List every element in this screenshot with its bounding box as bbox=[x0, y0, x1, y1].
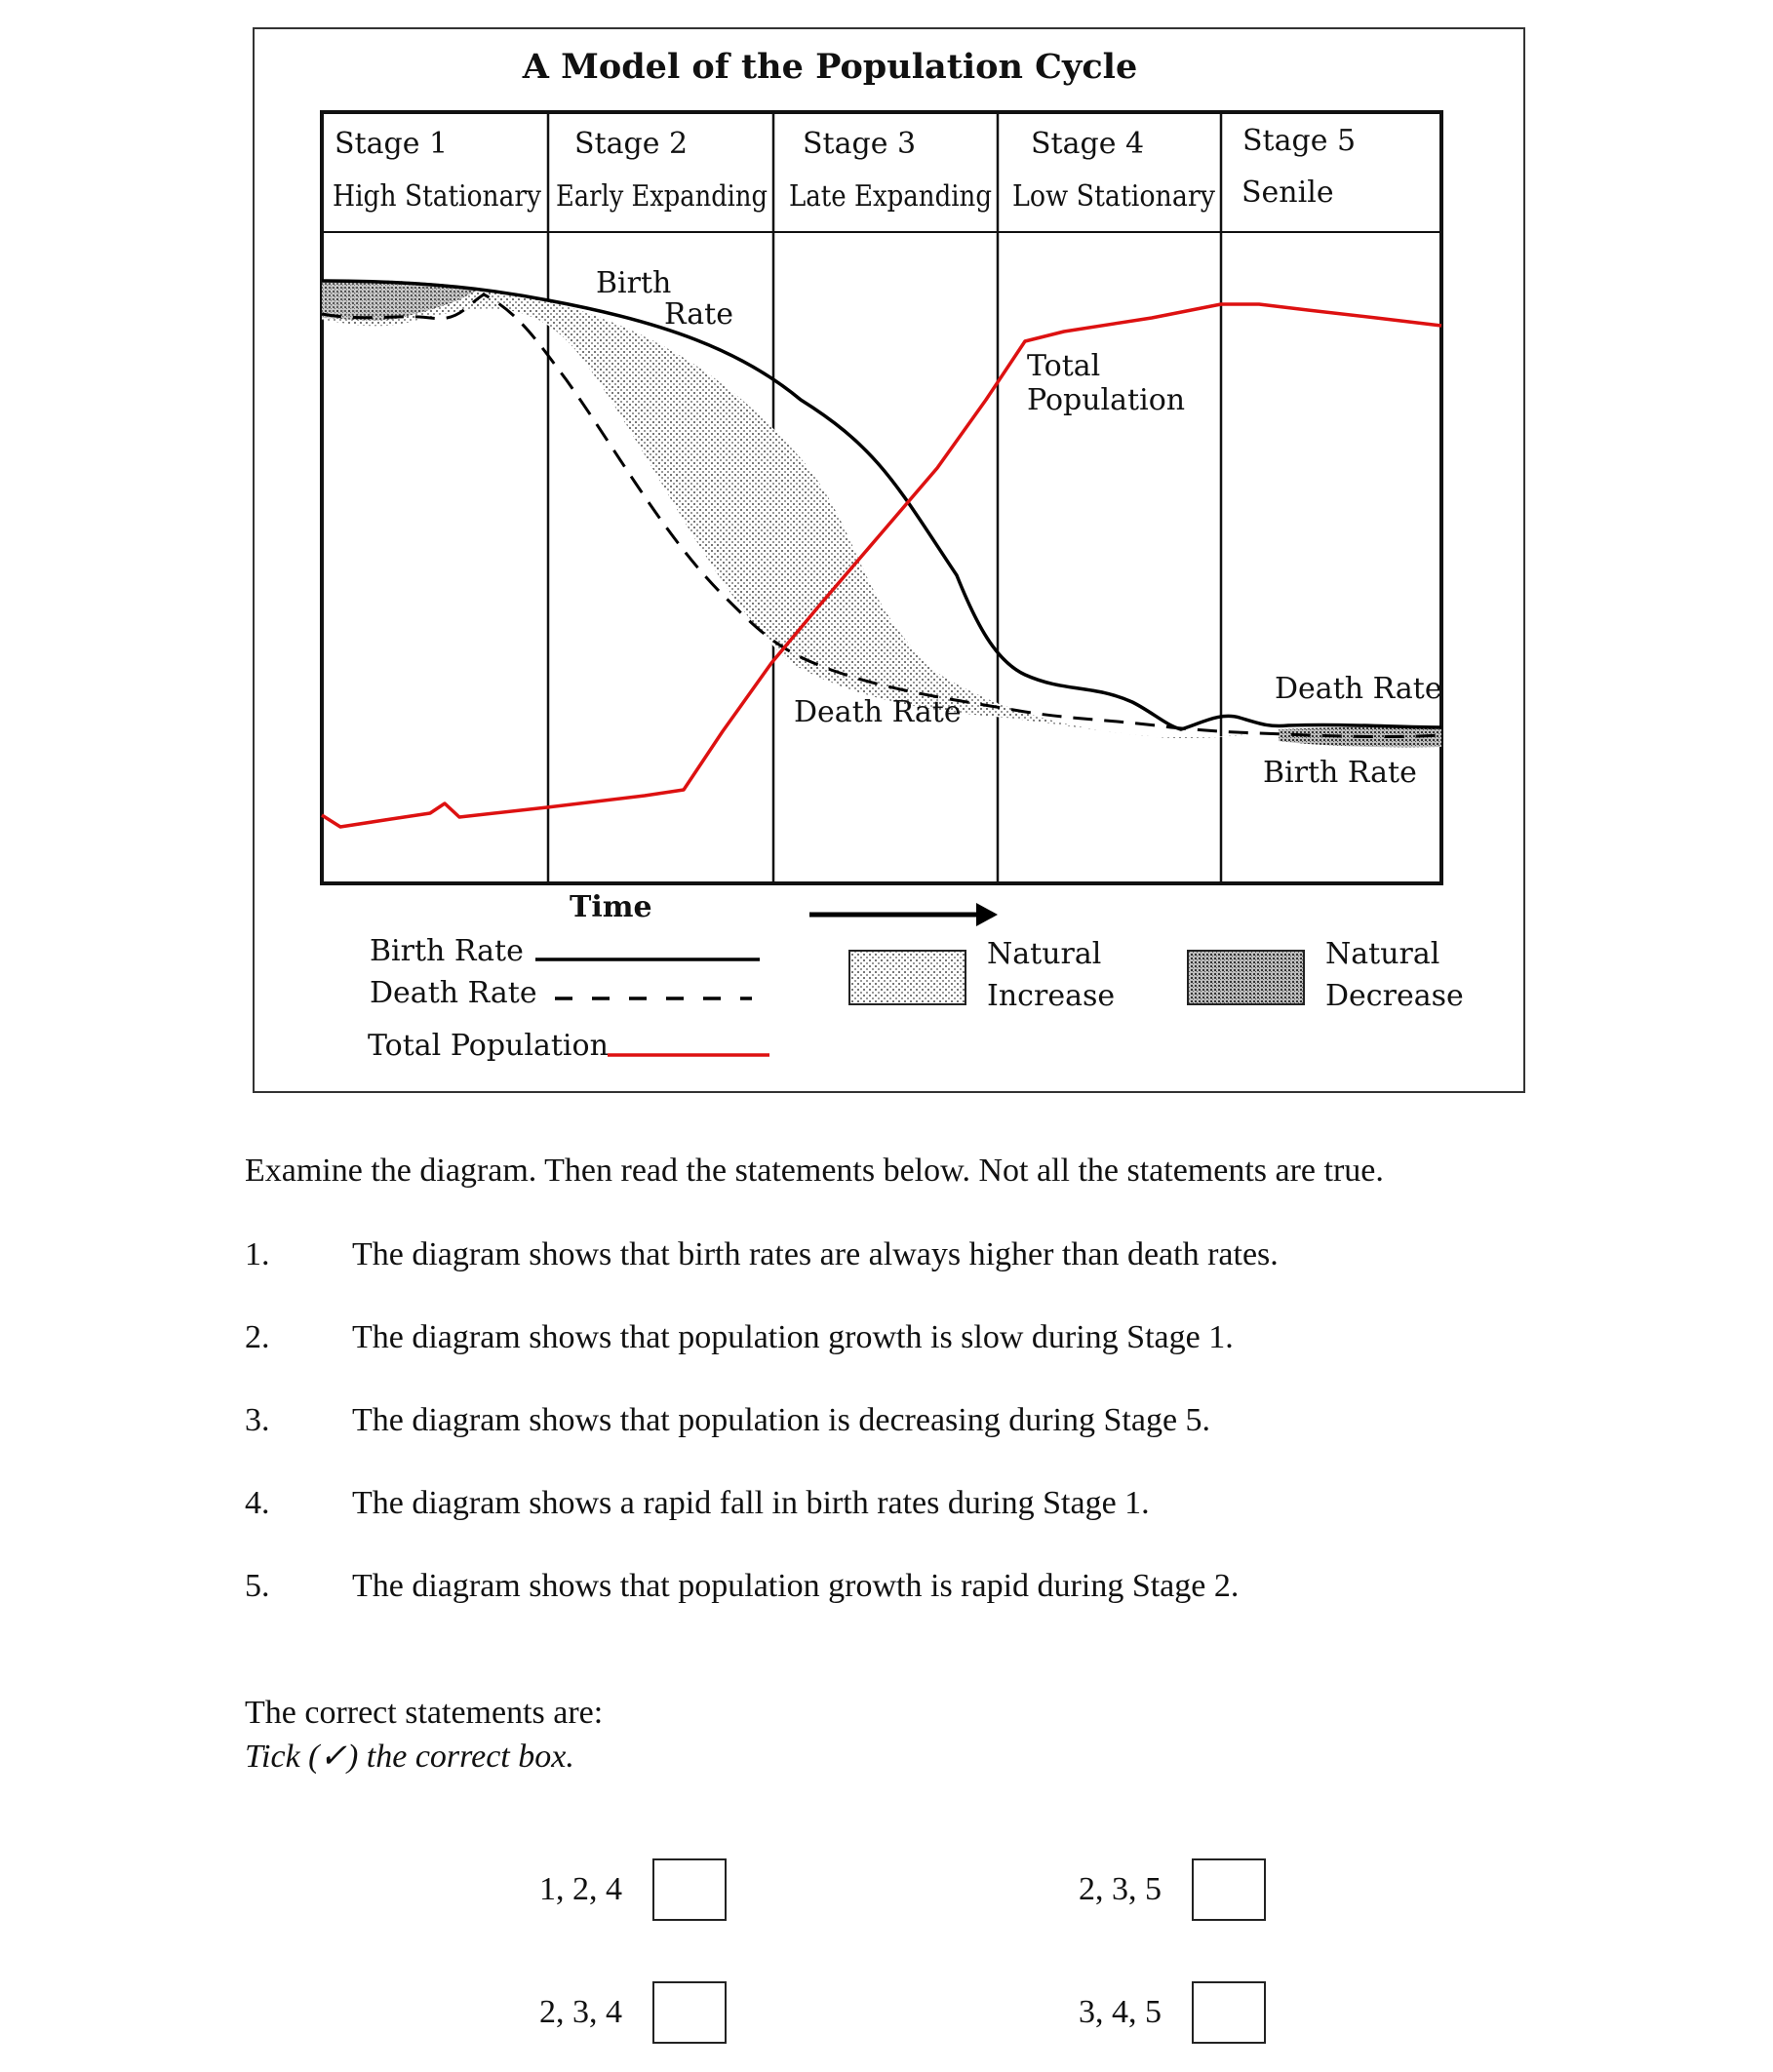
stage-5-desc: Senile bbox=[1241, 176, 1334, 210]
population-cycle-diagram bbox=[255, 29, 1523, 1091]
intro-text: Examine the diagram. Then read the statements below. Not all the statements are true. bbox=[245, 1153, 1384, 1189]
statement-3-number: 3. bbox=[245, 1402, 270, 1438]
legend-birth-rate-label: Birth Rate bbox=[370, 934, 524, 968]
stage-3-desc: Late Expanding bbox=[789, 179, 992, 214]
statement-3-text: The diagram shows that population is decreasing during Stage 5. bbox=[352, 1402, 1211, 1438]
statement-5-number: 5. bbox=[245, 1568, 270, 1604]
option-2-checkbox[interactable] bbox=[1192, 1858, 1266, 1921]
statement-2-text: The diagram shows that population growth is slow during Stage 1. bbox=[352, 1319, 1234, 1355]
population-cycle-figure bbox=[253, 27, 1525, 1093]
total-population-label-line2: Population bbox=[1027, 383, 1186, 417]
legend-natural-decrease-line2: Decrease bbox=[1325, 979, 1464, 1013]
statement-4-text: The diagram shows a rapid fall in birth rates during Stage 1. bbox=[352, 1485, 1150, 1521]
stage-3-name: Stage 3 bbox=[803, 127, 917, 161]
total-population-label-line1: Total bbox=[1027, 349, 1101, 383]
statement-1-text: The diagram shows that birth rates are always higher than death rates. bbox=[352, 1236, 1279, 1272]
legend-total-population-label: Total Population bbox=[368, 1029, 609, 1063]
legend-natural-increase-line2: Increase bbox=[987, 979, 1116, 1013]
stage-4-name: Stage 4 bbox=[1031, 127, 1145, 161]
option-2-label: 2, 3, 5 bbox=[1079, 1871, 1162, 1907]
natural-increase-area bbox=[322, 280, 1259, 738]
stage-1-name: Stage 1 bbox=[335, 127, 449, 161]
option-4-label: 3, 4, 5 bbox=[1079, 1994, 1162, 2030]
legend-natural-increase-line1: Natural bbox=[987, 937, 1102, 971]
option-4-checkbox[interactable] bbox=[1192, 1981, 1266, 2044]
legend-natural-decrease-swatch bbox=[1188, 951, 1304, 1004]
statement-4-number: 4. bbox=[245, 1485, 270, 1521]
option-3-checkbox[interactable] bbox=[652, 1981, 727, 2044]
stage-1-desc: High Stationary bbox=[333, 179, 542, 214]
birth-rate-right-label: Birth Rate bbox=[1263, 756, 1417, 790]
stage-2-name: Stage 2 bbox=[574, 127, 689, 161]
option-1-label: 1, 2, 4 bbox=[539, 1871, 622, 1907]
stage-2-desc: Early Expanding bbox=[556, 179, 768, 214]
time-arrow-head bbox=[976, 903, 998, 926]
stage-4-desc: Low Stationary bbox=[1012, 179, 1216, 214]
total-population-curve bbox=[322, 304, 1441, 827]
time-label: Time bbox=[570, 890, 652, 924]
statement-5-text: The diagram shows that population growth is rapid during Stage 2. bbox=[352, 1568, 1240, 1604]
option-3-label: 2, 3, 4 bbox=[539, 1994, 622, 2030]
birth-rate-label-line1: Birth bbox=[596, 266, 672, 300]
statement-1-number: 1. bbox=[245, 1236, 270, 1272]
legend-death-rate-label: Death Rate bbox=[370, 976, 537, 1010]
legend-natural-decrease-line1: Natural bbox=[1325, 937, 1440, 971]
death-rate-mid-label: Death Rate bbox=[794, 695, 962, 729]
statement-2-number: 2. bbox=[245, 1319, 270, 1355]
death-rate-right-label: Death Rate bbox=[1275, 672, 1442, 706]
answer-instruction: Tick (✓) the correct box. bbox=[245, 1739, 574, 1775]
option-1-checkbox[interactable] bbox=[652, 1858, 727, 1921]
birth-rate-label-line2: Rate bbox=[664, 297, 733, 332]
figure-title: A Model of the Population Cycle bbox=[522, 47, 1138, 87]
answer-prompt: The correct statements are: bbox=[245, 1695, 604, 1731]
stage-5-name: Stage 5 bbox=[1242, 124, 1357, 158]
legend-natural-increase-swatch bbox=[849, 951, 965, 1004]
